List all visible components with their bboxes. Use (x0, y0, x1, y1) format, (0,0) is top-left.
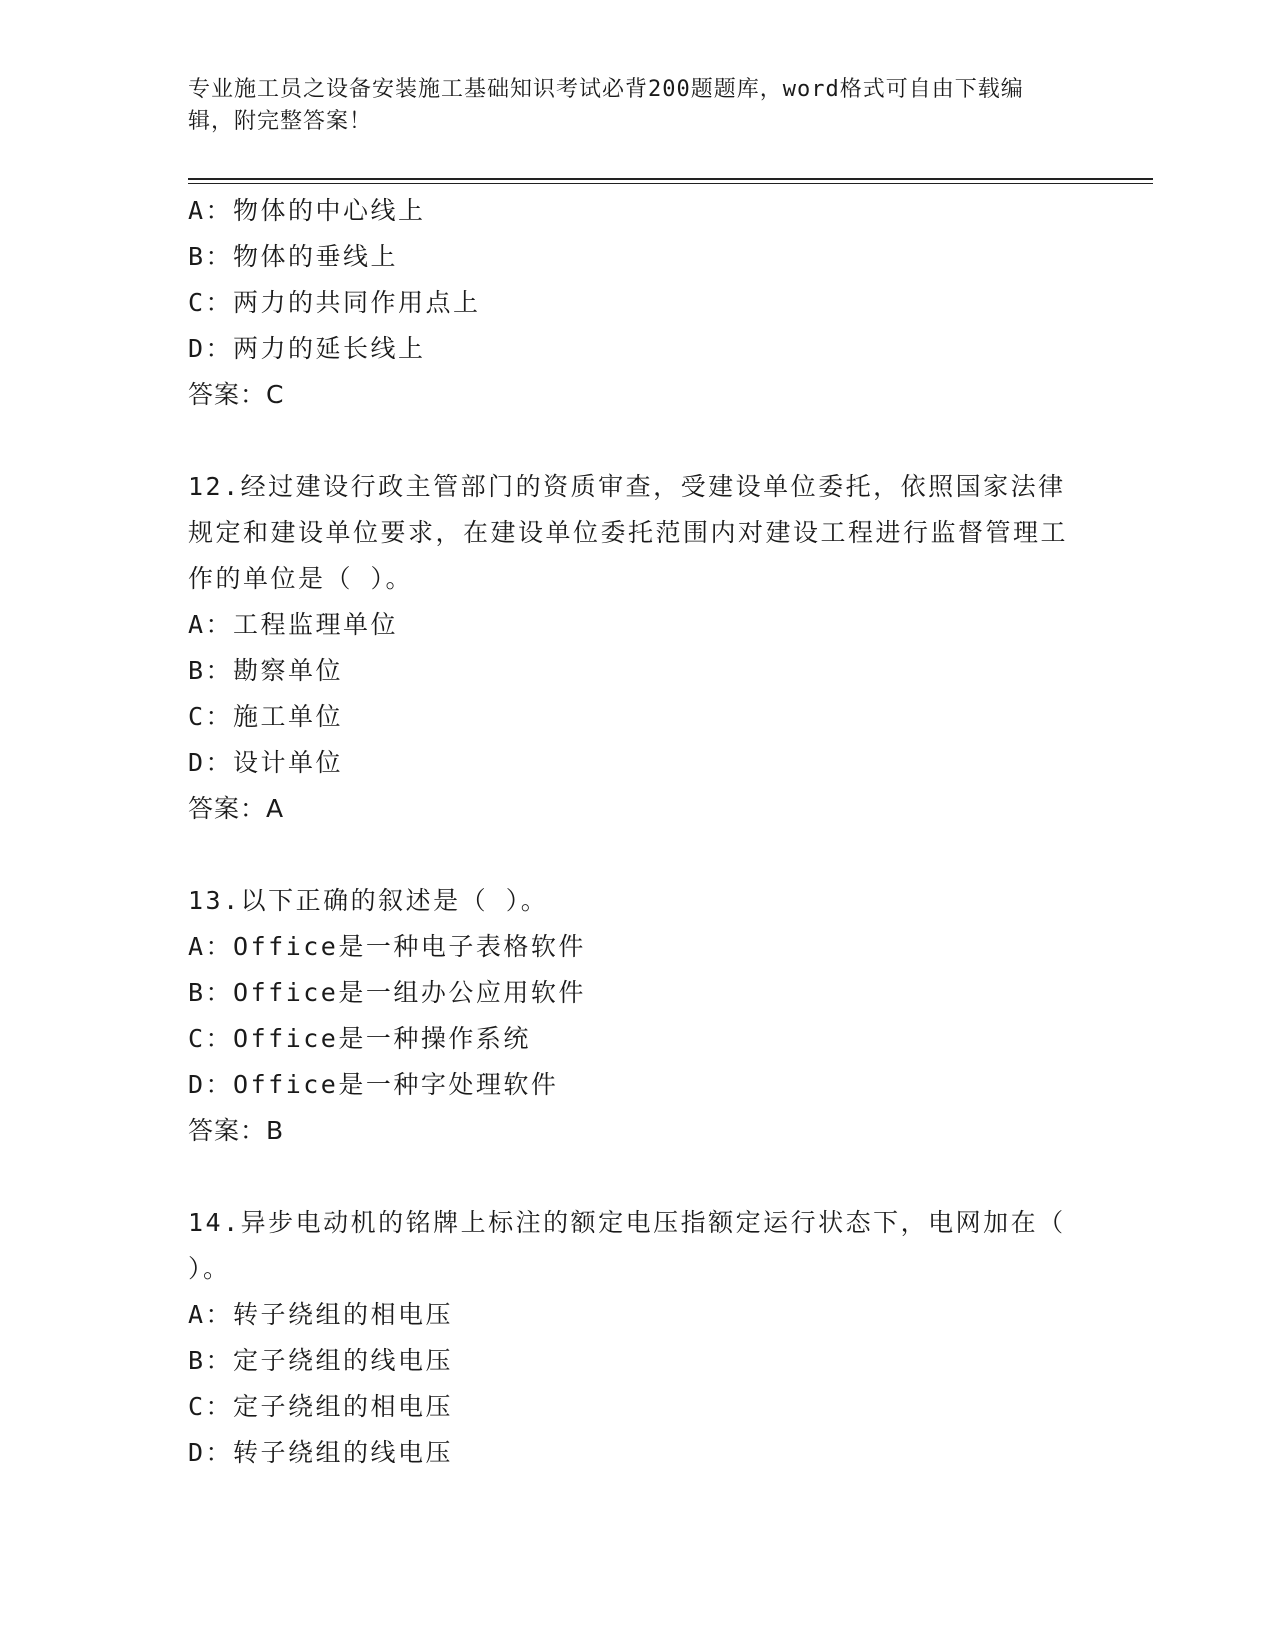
spacer (188, 418, 1088, 464)
option-b: B：物体的垂线上 (188, 242, 399, 271)
option-b: B：定子绕组的线电压 (188, 1346, 454, 1375)
option-d: D：Office是一种字处理软件 (188, 1070, 559, 1099)
question-12 (188, 464, 1088, 832)
document-header: 专业施工员之设备安装施工基础知识考试必背200题题库，word格式可自由下载编辑，附完整答案！ (188, 77, 1024, 134)
option-a: A：Office是一种电子表格软件 (188, 932, 586, 961)
option-d: D：设计单位 (188, 748, 344, 777)
option-c: C：两力的共同作用点上 (188, 288, 481, 317)
option-d: D：两力的延长线上 (188, 334, 426, 363)
header-rule-thick (188, 178, 1153, 180)
option-b: B：勘察单位 (188, 656, 344, 685)
question-11 (188, 188, 1088, 418)
question-text: 13.以下正确的叙述是（ ）。 (188, 886, 549, 915)
question-text: 14.异步电动机的铭牌上标注的额定电压指额定运行状态下，电网加在（ ）。 (188, 1208, 1066, 1283)
option-a: A：工程监理单位 (188, 610, 399, 639)
option-c: C：施工单位 (188, 702, 344, 731)
spacer (188, 832, 1088, 878)
question-text: 12.经过建设行政主管部门的资质审查，受建设单位委托，依照国家法律规定和建设单位要求，在建设单位委托范围内对建设工程进行监督管理工作的单位是（ ）。 (188, 472, 1069, 593)
option-a: A：转子绕组的相电压 (188, 1300, 454, 1329)
answer: 答案：C (188, 380, 285, 409)
question-14 (188, 1200, 1088, 1476)
answer: 答案：B (188, 1116, 285, 1145)
question-list (188, 188, 1088, 1476)
header-rule-thin (188, 183, 1153, 184)
answer: 答案：A (188, 794, 285, 823)
spacer (188, 1154, 1088, 1200)
option-c: C：Office是一种操作系统 (188, 1024, 531, 1053)
option-d: D：转子绕组的线电压 (188, 1438, 454, 1467)
option-a: A：物体的中心线上 (188, 196, 426, 225)
option-c: C：定子绕组的相电压 (188, 1392, 454, 1421)
question-13 (188, 878, 1088, 1154)
option-b: B：Office是一组办公应用软件 (188, 978, 586, 1007)
